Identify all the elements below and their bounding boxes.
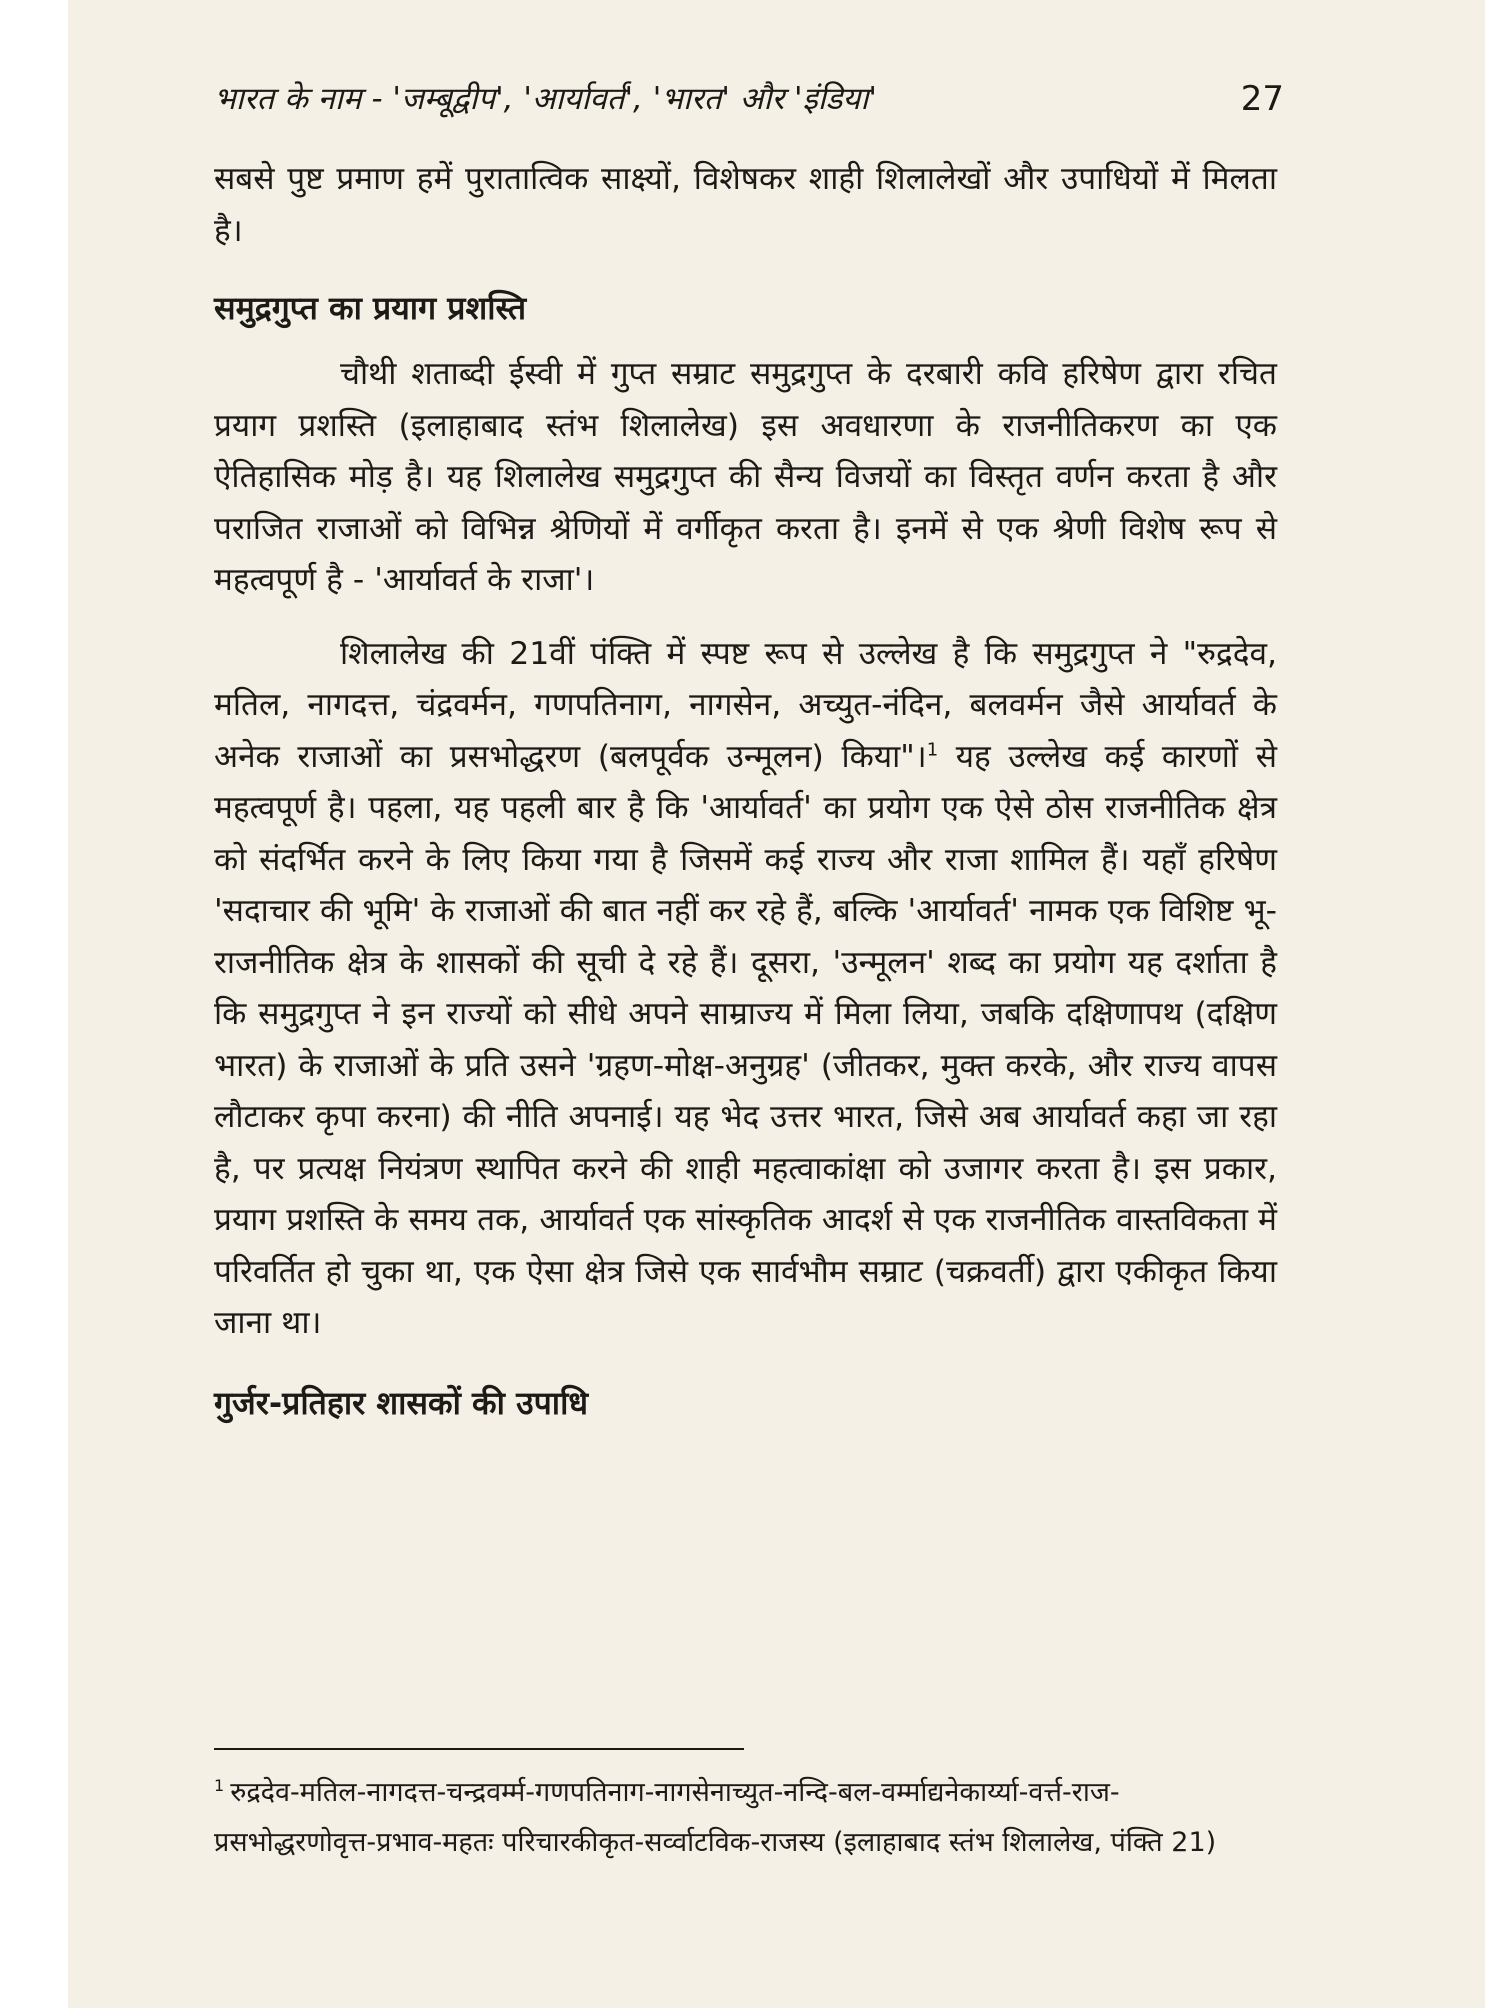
intro-paragraph: सबसे पुष्ट प्रमाण हमें पुरातात्विक साक्ष्यों, विशेषकर शाही शिलालेखों और उपाधियों में मिलता है। <box>214 161 1277 249</box>
paragraph-text-part1: शिलालेख की 21वीं पंक्ति में स्पष्ट रूप से उल्लेख है कि समुद्रगुप्त ने "रुद्रदेव, मतिल, नागदत्त, चंद्रवर्मन, गणपतिनाग, नागसेन, अच्युत-नंदिन, बलवर्मन जैसे आर्यावर्त के अनेक राजाओं का प्रसभोद्धरण (बलपूर्वक उन्मूलन) किया"। <box>214 635 1277 775</box>
spacer <box>214 333 1277 349</box>
paragraph-prayag-prashasti: चौथी शताब्दी ईस्वी में गुप्त सम्राट समुद्रगुप्त के दरबारी कवि हरिषेण द्वारा रचित प्रयाग प्रशस्ति (इलाहाबाद स्तंभ शिलालेख) इस अवधारणा के राजनीतिकरण का एक ऐतिहासिक मोड़ है। यह शिलालेख समुद्रगुप्त की सैन्य विजयों का विस्तृत वर्णन करता है और पराजित राजाओं को विभिन्न श्रेणियों में वर्गीकृत करता है। इनमें से एक श्रेणी विशेष रूप से महत्वपूर्ण है - 'आर्यावर्त के राजा'। <box>214 356 1277 598</box>
footnote-marker: 1 <box>214 1776 225 1795</box>
section-heading-gurjara-pratihara: गुर्जर-प्रतिहार शासकों की उपाधि <box>214 1383 589 1422</box>
spacer <box>214 607 1277 629</box>
spacer <box>214 257 1277 283</box>
running-header <box>214 78 1284 130</box>
page-number: 27 <box>1240 79 1284 119</box>
paragraph-line-21 <box>214 629 1277 1350</box>
footnote-reference[interactable]: 1 <box>926 739 939 760</box>
footnotes <box>214 1768 1277 1868</box>
footnote-divider <box>214 1748 744 1750</box>
section-heading-samudragupta: समुद्रगुप्त का प्रयाग प्रशस्ति <box>214 289 527 327</box>
main-text <box>214 154 1277 1428</box>
spacer <box>214 1350 1277 1378</box>
footnote <box>214 1768 1277 1868</box>
footnote-text: रुद्रदेव-मतिल-नागदत्त-चन्द्रवर्म्म-गणपतिनाग-नागसेनाच्युत-नन्दि-बल-वर्म्माद्यनेकार्य्या-वर्त्त-राज-प्रसभोद्धरणोवृत्त-प्रभाव-महतः परिचारकीकृत-सर्व्वाटविक-राजस्य (इलाहाबाद स्तंभ शिलालेख, पंक्ति 21) <box>214 1777 1217 1858</box>
running-title: भारत के नाम - 'जम्बूद्वीप', 'आर्यावर्त', 'भारत' और 'इंडिया' <box>214 81 877 117</box>
paragraph-text-part2: यह उल्लेख कई कारणों से महत्वपूर्ण है। पहला, यह पहली बार है कि 'आर्यावर्त' का प्रयोग एक ऐसे ठोस राजनीतिक क्षेत्र को संदर्भित करने के लिए किया गया है जिसमें कई राज्य और राजा शामिल हैं। यहाँ हरिषेण 'सदाचार की भूमि' के राजाओं की बात नहीं कर रहे हैं, बल्कि 'आर्यावर्त' नामक एक विशिष्ट भू-राजनीतिक क्षेत्र के शासकों की सूची दे रहे हैं। दूसरा, 'उन्मूलन' शब्द का प्रयोग यह दर्शाता है कि समुद्रगुप्त ने इन राज्यों को सीधे अपने साम्राज्य में मिला लिया, जबकि दक्षिणापथ (दक्षिण भारत) के राजाओं के प्रति उसने 'ग्रहण-मोक्ष-अनुग्रह' (जीतकर, मुक्त करके, और राज्य वापस लौटाकर कृपा करना) की नीति अपनाई। यह भेद उत्तर भारत, जिसे अब आर्यावर्त कहा जा रहा है, पर प्रत्यक्ष नियंत्रण स्थापित करने की शाही महत्वाकांक्षा को उजागर करता है। इस प्रकार, प्रयाग प्रशस्ति के समय तक, आर्यावर्त एक सांस्कृतिक आदर्श से एक राजनीतिक वास्तविकता में परिवर्तित हो चुका था, एक ऐसा क्षेत्र जिसे एक सार्वभौम सम्राट (चक्रवर्ती) द्वारा एकीकृत किया जाना था। <box>214 738 1278 1341</box>
